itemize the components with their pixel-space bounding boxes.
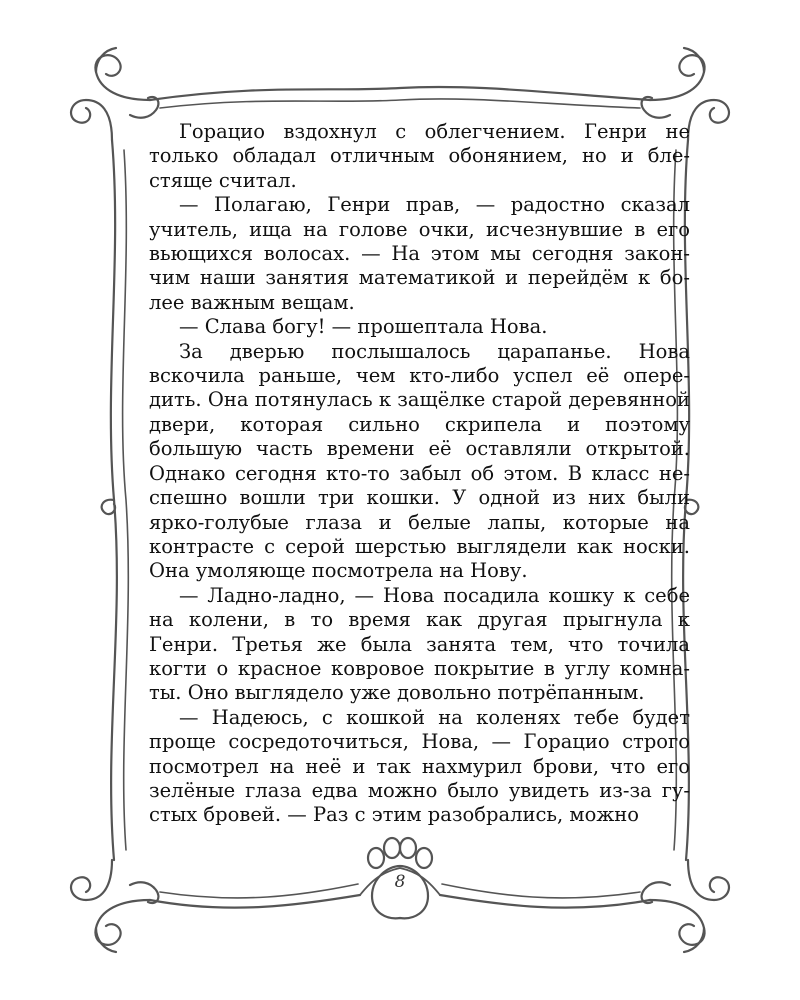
paragraph: — Надеюсь, с кошкой на коленях тебе будет проще сосредоточиться, Нова, — Горацио строго посмотрел на неё и так нахмурил брови, что его зелёные глаза едва можно было увидеть из-за густых бровей. — Раз с этим разобрались, можно <box>149 705 690 827</box>
corner-flourish-top-left <box>71 48 158 140</box>
paragraph: — Полагаю, Генри прав, — радостно сказал учитель, ища на голове очки, исчезнувшие в его вьющихся волосах. — На этом мы сегодня закончим наши занятия математикой и перейдём к более важным вещам. <box>149 193 690 314</box>
page-number: 8 <box>394 872 406 892</box>
paragraph: За дверью послышалось царапанье. Нова вскочила раньше, чем кто-либо успел её опередить. Она потянулась к защёлке старой деревянной двери, которая сильно скрипела и поэтому большую часть времени её оставляли открытой. Однако сегодня кто-то забыл об этом. В класс неспешно вошли три кошки. У одной из них были ярко-голубые глаза и белые лапы, которые на контрасте с серой шерстью выглядели как носки. Она умоляюще посмотрела на Нову. <box>149 339 690 583</box>
paragraph: — Слава богу! — прошептала Нова. <box>179 315 548 339</box>
body-text <box>149 120 690 828</box>
frame-bottom-line-inner <box>160 884 358 898</box>
paragraph: — Ладно-ладно, — Нова посадила кошку к себе на колени, в то время как другая прыгнула к Генри. Третья же была занята тем, что точила когти о красное ковровое покрытие в углу комнаты. Оно выглядело уже довольно потрёпанным. <box>149 583 690 705</box>
corner-flourish-bottom-left <box>71 860 158 952</box>
frame-top-line-inner <box>160 99 640 108</box>
corner-flourish-bottom-right <box>642 860 729 952</box>
frame-left-line-inner <box>123 150 129 850</box>
frame-top-line <box>150 87 650 100</box>
paragraph: Горацио вздохнул с облегчением. Генри не только обладал отличным обонянием, но и блестяще считал. <box>149 120 690 192</box>
frame-bottom-line-inner-right <box>442 884 640 898</box>
